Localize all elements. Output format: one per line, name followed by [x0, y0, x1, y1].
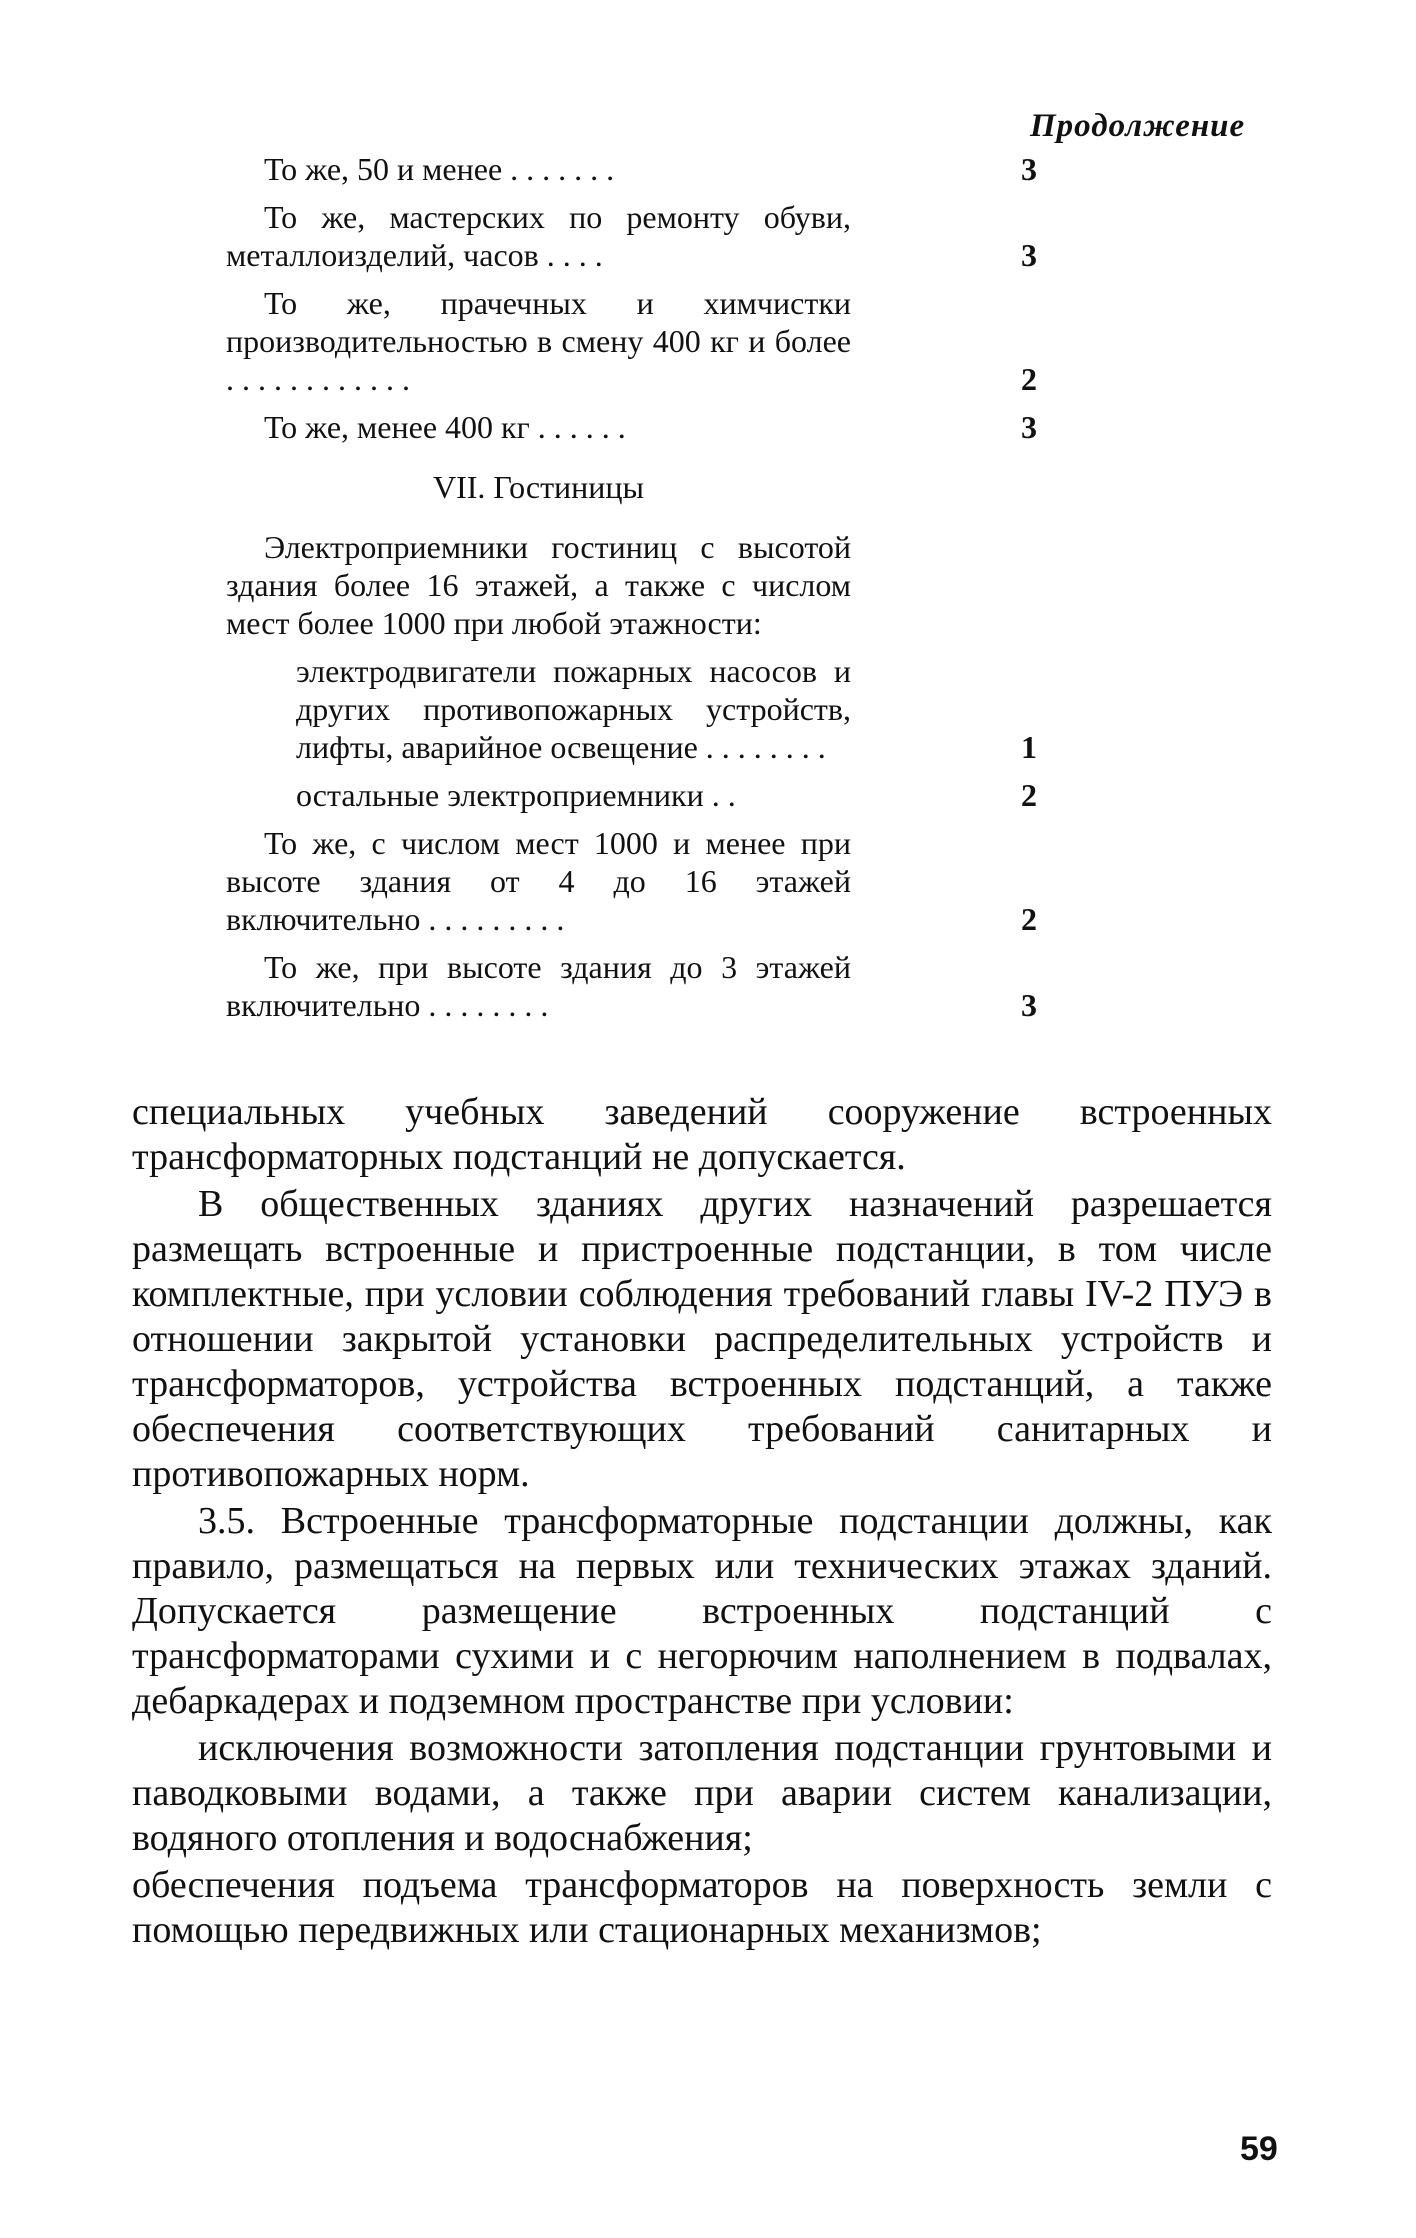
row-value: 2 [1021, 777, 1037, 813]
section-intro: Электроприемники гостиниц с высотой здания более 16 этажей, а также с числом мест более 1000 при любой этажности: [226, 529, 851, 641]
row-label: То же, при высоте здания до 3 этажей включительно . . . . . . . . [226, 949, 851, 1023]
table-row [226, 948, 1037, 1024]
paragraph: обеспечения подъема трансформаторов на поверхность земли с помощью передвижных или стационарных механизмов; [132, 1864, 1272, 1951]
row-label: То же, прачечных и химчистки производительностью в смену 400 кг и более . . . . . . . . . . . . [226, 285, 851, 397]
paragraph: В общественных зданиях других назначений разрешается размещать встроенные и пристроенные подстанции, в том числе комплектные, при условии соблюдения требований главы IV-2 ПУЭ в отношении закрытой установки распределительных устройств и трансформаторов, устройства встроенных подстанций, а также обеспечения соответствующих требований санитарных и противопожарных норм. [132, 1183, 1272, 1495]
table-row [226, 824, 1037, 938]
table-row [226, 528, 1026, 642]
row-value: 2 [1021, 361, 1037, 397]
paragraph: специальных учебных заведений сооружение встроенных трансформаторных подстанций не допускается. [132, 1091, 1272, 1178]
table-row [226, 652, 1037, 766]
paragraph: исключения возможности затопления подстанции грунтовыми и паводковыми водами, а также при аварии систем канализации, водяного отопления и водоснабжения; [132, 1727, 1272, 1859]
category-table [226, 150, 1037, 1034]
row-label: То же, 50 и менее . . . . . . . [264, 151, 615, 187]
row-label: То же, мастерских по ремонту обуви, металлоизделий, часов . . . . [226, 199, 851, 273]
row-label: остальные электроприемники . . [296, 777, 736, 813]
page-number: 59 [1240, 2130, 1278, 2168]
continued-label: Продолжение [1030, 108, 1246, 144]
row-value: 1 [1021, 729, 1037, 765]
table-row [226, 776, 1037, 814]
table-row [226, 150, 1037, 188]
table-row [226, 408, 1037, 446]
row-value: 3 [1021, 409, 1037, 445]
row-label: То же, с числом мест 1000 и менее при высоте здания от 4 до 16 этажей включительно . . . . . . . . . [226, 825, 851, 937]
table-row [226, 198, 1037, 274]
row-value: 2 [1021, 901, 1037, 937]
paragraph: 3.5. Встроенные трансформаторные подстанции должны, как правило, размещаться на первых или технических этажах зданий. Допускается размещение встроенных подстанций с трансформаторами сухими и с негорючим наполнением в подвалах, дебаркадерах и подземном пространстве при условии: [132, 1500, 1272, 1722]
table-row [226, 284, 1037, 398]
row-value: 3 [1021, 151, 1037, 187]
row-value: 3 [1021, 237, 1037, 273]
section-heading: VII. Гостиницы [432, 469, 645, 505]
row-label: То же, менее 400 кг . . . . . . [264, 409, 626, 445]
row-label: электродвигатели пожарных насосов и других противопожарных устройств, лифты, аварийное освещение . . . . . . . . [296, 653, 851, 765]
row-value: 3 [1021, 987, 1037, 1023]
body-text [132, 1090, 1272, 1955]
